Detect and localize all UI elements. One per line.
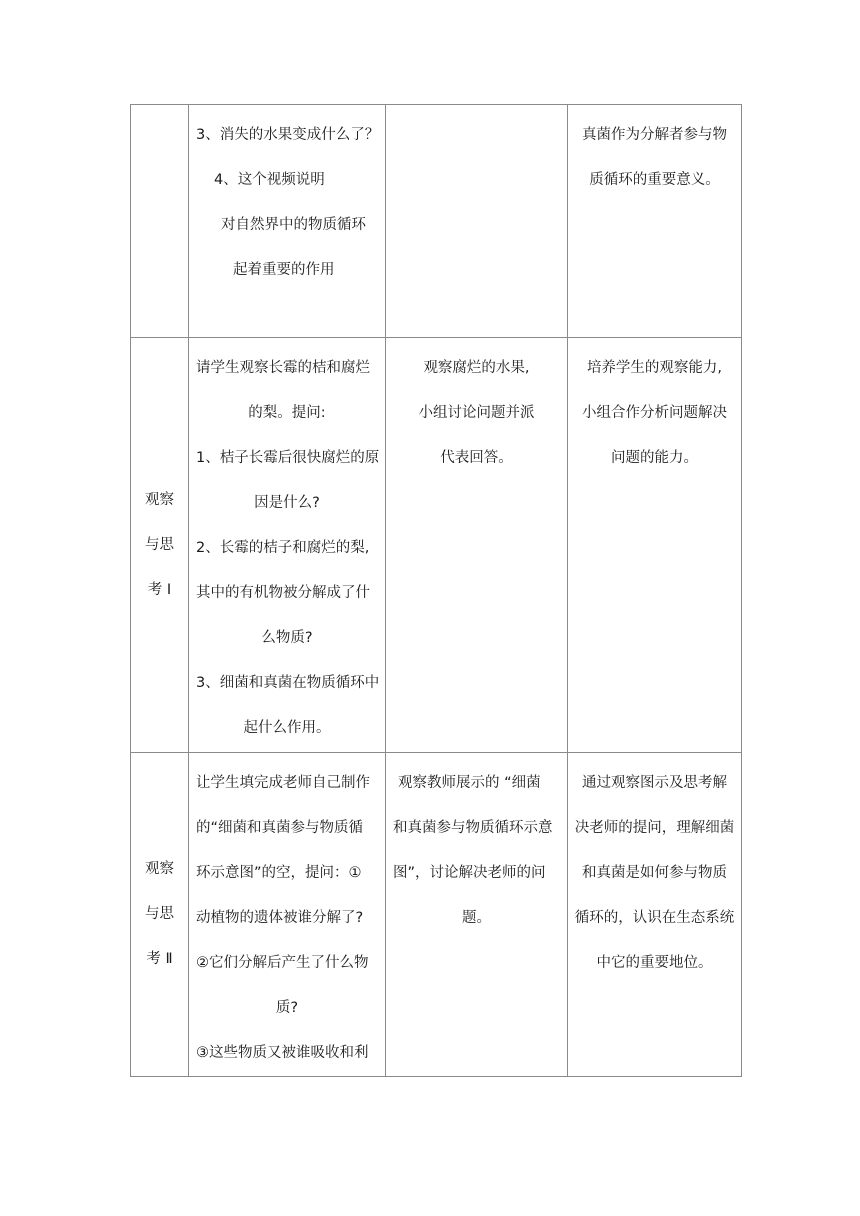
text-line: 对自然界中的物质循环 (221, 217, 366, 233)
activity-label-cell (131, 753, 189, 1077)
text-line: 起什么作用。 (243, 720, 331, 736)
text-line: 观察教师展示的 “细菌 (398, 775, 541, 791)
design-intent-cell (568, 753, 742, 1077)
activity-label-line: 观察 (145, 491, 174, 508)
text-line: 培养学生的观察能力, (586, 360, 723, 376)
teacher-activity-cell (189, 338, 386, 753)
text-line: 4、这个视频说明 (214, 172, 325, 188)
text-line: 题。 (462, 910, 491, 926)
student-activity-cell (386, 753, 568, 1077)
text-line: 小组合作分析问题解决 (582, 405, 727, 421)
table-row (131, 338, 742, 753)
text-line: 真菌作为分解者参与物 (582, 127, 727, 143)
text-line: ②它们分解后产生了什么物 (196, 955, 369, 971)
text-line: 因是什么? (254, 495, 320, 511)
text-line: 质? (275, 1000, 299, 1016)
student-activity-cell (386, 338, 568, 753)
text-line: 1、桔子长霉后很快腐烂的原 (196, 450, 380, 466)
design-intent-cell (568, 338, 742, 753)
text-line: 小组讨论问题并派 (418, 405, 535, 421)
activity-label-cell (131, 105, 189, 338)
text-line: 2、长霉的桔子和腐烂的梨, (196, 540, 370, 556)
student-activity-cell (386, 105, 568, 338)
activity-label-line: 与思 (145, 906, 174, 922)
activity-label-line: 与思 (145, 536, 174, 553)
lesson-plan-table (130, 104, 742, 1077)
text-line: 3、细菌和真菌在物质循环中 (196, 675, 380, 691)
activity-label-line: 考 Ⅱ (146, 951, 173, 967)
text-line: 图”，讨论解决老师的问 (393, 865, 546, 881)
activity-label-cell (131, 338, 189, 753)
teacher-activity-cell (189, 753, 386, 1077)
text-line: 观察腐烂的水果, (423, 360, 530, 376)
text-line: 和真菌是如何参与物质 (582, 865, 727, 881)
text-line: 起着重要的作用 (233, 262, 335, 278)
text-line: ③这些物质又被谁吸收和利 (196, 1045, 369, 1061)
text-line: 请学生观察长霉的桔和腐烂 (196, 360, 370, 376)
text-line: 问题的能力。 (611, 450, 698, 466)
text-line: 环示意图”的空，提问：① (196, 865, 362, 881)
text-line: 的梨。提问: (248, 405, 326, 421)
design-intent-cell (568, 105, 742, 338)
text-line: 循环的，认识在生态系统 (574, 910, 735, 926)
table-row (131, 753, 742, 1077)
text-line: 和真菌参与物质循环示意 (393, 820, 553, 836)
text-line: 么物质? (261, 630, 313, 646)
text-line: 通过观察图示及思考解 (582, 775, 727, 791)
teacher-activity-cell (189, 105, 386, 338)
text-line: 动植物的遗体被谁分解了? (196, 910, 364, 926)
text-line: 代表回答。 (440, 450, 513, 466)
activity-label-line: 观察 (145, 861, 174, 877)
text-line: 让学生填完成老师自己制作 (196, 775, 370, 791)
text-line: 其中的有机物被分解成了什 (196, 585, 370, 601)
text-line: 中它的重要地位。 (596, 955, 713, 971)
text-line: 的“细菌和真菌参与物质循 (196, 820, 364, 836)
table-row (131, 105, 742, 338)
text-line: 质循环的重要意义。 (589, 172, 720, 188)
activity-label-line: 考 Ⅰ (147, 581, 172, 598)
text-line: 决老师的提问，理解细菌 (574, 820, 735, 836)
text-line: 3、消失的水果变成什么了？ (196, 127, 380, 143)
